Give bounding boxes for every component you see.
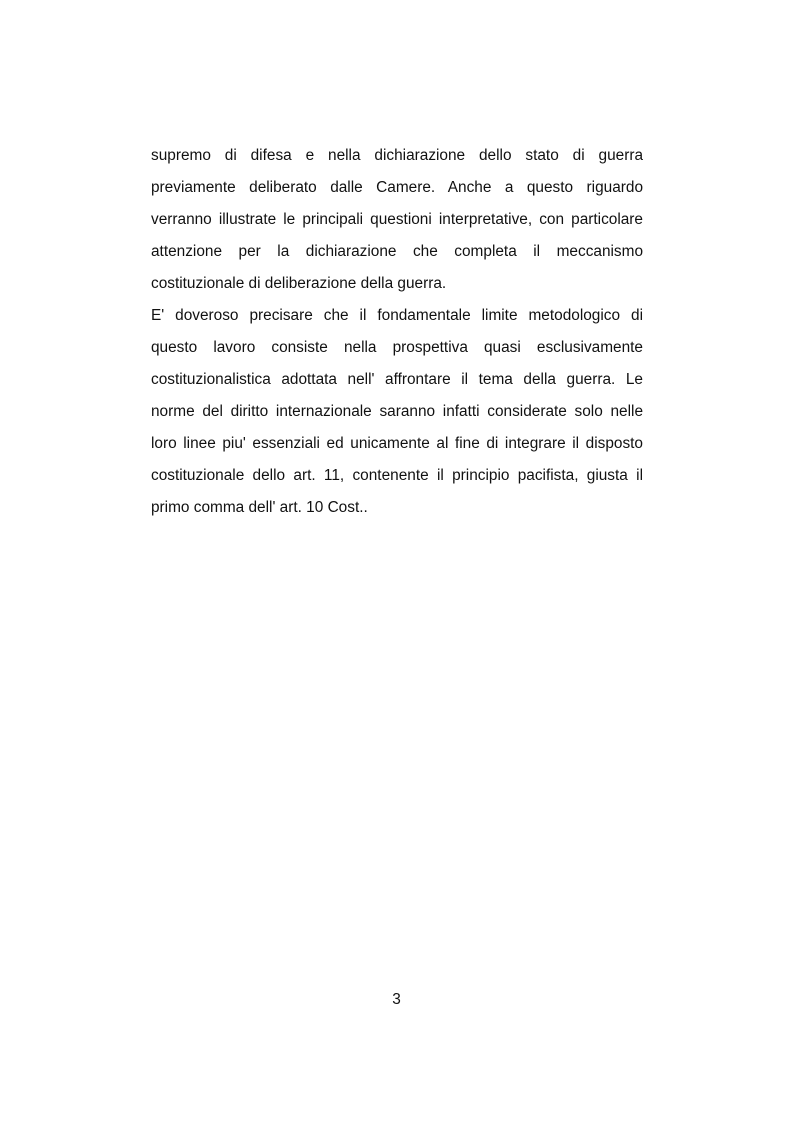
- text-line: loro linee piu' essenziali ed unicamente al fine di integrare il disposto: [151, 435, 643, 452]
- text-line: costituzionalistica adottata nell' affrontare il tema della guerra. Le: [151, 371, 643, 388]
- paragraph-2: [151, 300, 643, 524]
- text-line: questo lavoro consiste nella prospettiva quasi esclusivamente: [151, 339, 643, 356]
- text-line: costituzionale di deliberazione della guerra.: [151, 275, 447, 292]
- text-line: attenzione per la dichiarazione che completa il meccanismo: [151, 243, 643, 260]
- page-number: 3: [392, 991, 401, 1008]
- text-line: supremo di difesa e nella dichiarazione dello stato di guerra: [151, 147, 643, 164]
- text-line: costituzionale dello art. 11, contenente il principio pacifista, giusta il: [151, 467, 643, 484]
- text-line: previamente deliberato dalle Camere. Anche a questo riguardo: [151, 179, 643, 196]
- paragraph-1: [151, 140, 643, 300]
- text-line: norme del diritto internazionale saranno infatti considerate solo nelle: [151, 403, 643, 420]
- body-text: [151, 140, 643, 524]
- text-line: E' doveroso precisare che il fondamentale limite metodologico di: [151, 307, 643, 324]
- text-line: verranno illustrate le principali questioni interpretative, con particolare: [151, 211, 643, 228]
- text-line: primo comma dell' art. 10 Cost..: [151, 499, 368, 516]
